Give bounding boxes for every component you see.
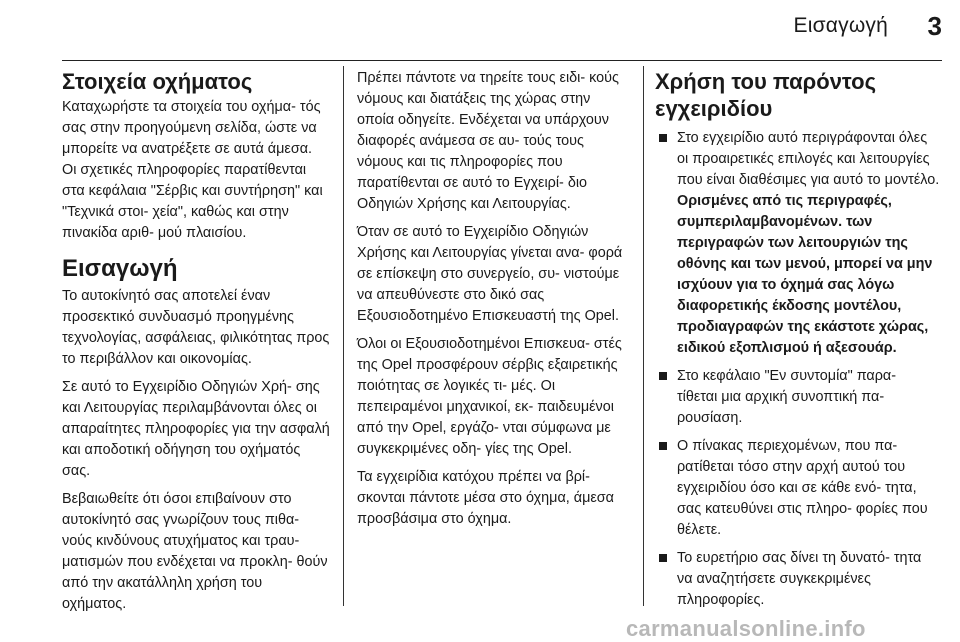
- list-item-text: Στο εγχειρίδιο αυτό περιγράφονται όλες οι προαιρετικές επιλογές και λειτουργίες που είναι διαθέσιμες για αυτό το μοντέλο.: [677, 130, 940, 188]
- section-heading-introduction: Εισαγωγή: [62, 255, 178, 282]
- watermark: carmanualsonline.info: [626, 616, 866, 641]
- paragraph: Βεβαιωθείτε ότι όσοι επιβαίνουν στο αυτοκίνητό σας γνωρίζουν τους πιθα- νούς κινδύνους ατυχήματος και τραυ- ματισμών που ενδέχεται να προκλη- θούν από την ακατάλληλη χρήση του οχήματος.: [62, 491, 328, 612]
- list-item-text: Το ευρετήριο σας δίνει τη δυνατό- τητα να αναζητήσετε συγκεκριμένες πληροφορίες.: [677, 550, 922, 608]
- list-item-bold-text: Ορισμένες από τις περιγραφές, συμπεριλαμβανομένων. των περιγραφών των λειτουργιών της οθόνης και των μενού, μπορεί να μην ισχύουν για το όχημά σας λόγω διαφορετικής έκδοσης μοντέλου, προδιαγραφών της εκάστοτε χώρας, ειδικού εξοπλισμού ή αξεσουάρ.: [677, 193, 933, 356]
- list-item: [655, 128, 940, 359]
- list-item: [655, 548, 940, 611]
- bullet-list: [655, 128, 940, 611]
- paragraph: Καταχωρήστε τα στοιχεία του οχήμα- τός σας στην προηγούμενη σελίδα, ώστε να μπορείτε να ανατρέξετε σε αυτά άμεσα. Οι σχετικές πληροφορίες παρατίθενται στα κεφάλαια "Σέρβις και συντήρηση" και "Τεχνικά στοι- χεία", καθώς και στην πινακίδα αριθ- μού πλαισίου.: [62, 99, 323, 241]
- paragraph: Το αυτοκίνητό σας αποτελεί έναν προσεκτικό συνδυασμό προηγμένης τεχνολογίας, ασφάλειας, φιλικότητας προς το περιβάλλον και οικονομίας.: [62, 288, 330, 367]
- page-header: [0, 0, 960, 62]
- section-heading-vehicle-data: Στοιχεία οχήματος: [62, 69, 253, 94]
- list-item-text: Ο πίνακας περιεχομένων, που πα- ρατίθεται τόσο στην αρχή αυτού του εγχειριδίου όσο και σε κάθε ενό- τητα, σας κατευθύνει στις πληρο- φορίες που θέλετε.: [677, 438, 928, 538]
- page-number: 3: [927, 11, 942, 41]
- square-bullet-icon: [659, 442, 667, 450]
- list-item: [655, 366, 940, 429]
- list-item: [655, 436, 940, 541]
- paragraph: Σε αυτό το Εγχειρίδιο Οδηγιών Χρή- σης και Λειτουργίας περιλαμβάνονται όλες οι απαραίτητες πληροφορίες για την ασφαλή και αποδοτική οδήγηση του οχήματός σας.: [62, 379, 330, 479]
- square-bullet-icon: [659, 372, 667, 380]
- square-bullet-icon: [659, 134, 667, 142]
- list-item-text: Στο κεφάλαιο "Εν συντομία" παρα- τίθεται μια αρχική συνοπτική πα- ρουσίαση.: [677, 368, 897, 426]
- column-right: [655, 68, 940, 618]
- column-divider: [343, 66, 344, 606]
- paragraph: Πρέπει πάντοτε να τηρείτε τους ειδι- κούς νόμους και διατάξεις της χώρας στην οποία οδηγείτε. Ενδέχεται να υπάρχουν διαφορές ανάμεσα σε αυ- τούς τους νόμους και τις πληροφορίες που παρατίθενται σε αυτό το Εγχειρί- διο Οδηγιών Χρήσης και Λειτουργίας.: [357, 70, 619, 212]
- header-rule: [62, 60, 942, 61]
- header-title: Εισαγωγή: [793, 14, 888, 37]
- paragraph: Όταν σε αυτό το Εγχειρίδιο Οδηγιών Χρήσης και Λειτουργίας γίνεται ανα- φορά σε επίσκεψη στο συνεργείο, συ- νιστούμε να απευθύνεστε στο δικό σας Εξουσιοδοτημένο Επισκευαστή της Opel.: [357, 224, 623, 324]
- column-middle: [357, 68, 629, 537]
- section-heading-using-manual: Χρήση του παρόντος εγχειριδίου: [655, 69, 877, 121]
- paragraph: Όλοι οι Εξουσιοδοτημένοι Επισκευα- στές της Opel προσφέρουν σέρβις εξαιρετικής ποιότητας σε λογικές τι- μές. Οι πεπειραμένοι μηχανικοί, εκ- παιδευμένοι από την Opel, εργάζο- νται σύμφωνα με συγκεκριμένες οδη- γίες της Opel.: [357, 336, 622, 457]
- square-bullet-icon: [659, 554, 667, 562]
- column-divider: [643, 66, 644, 606]
- paragraph: Τα εγχειρίδια κατόχου πρέπει να βρί- σκονται πάντοτε μέσα στο όχημα, άμεσα προσβάσιμα στο όχημα.: [357, 469, 614, 527]
- column-left: [62, 68, 330, 622]
